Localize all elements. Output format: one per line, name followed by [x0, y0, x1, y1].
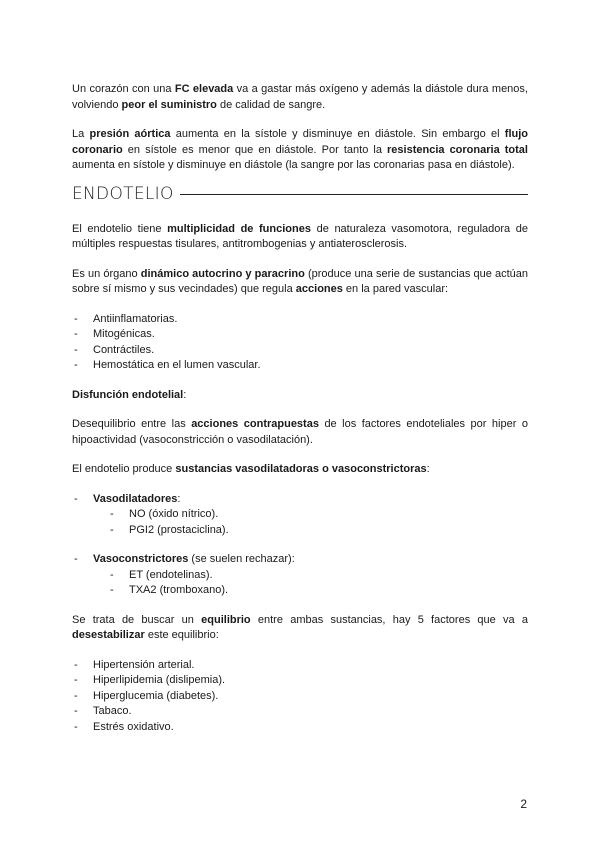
- paragraph-presion: La presión aórtica aumenta en la sístole y disminuye en diástole. Sin embargo el flujo coronario en sístole es menor que en diástole. Por tanto la resistencia coronaria total aumenta en sístole y disminuye en diástole (la sangre por las coronarias pasa en diástole).: [72, 128, 529, 171]
- paragraph-desequilibrio: Desequilibrio entre las acciones contrapuestas de los factores endoteliales por hiper o hipoactividad (vasoconstricción o vasodilatación).: [72, 418, 528, 446]
- paragraph-sustancias: El endotelio produce sustancias vasodilatadoras o vasoconstrictoras:: [72, 463, 430, 475]
- list-item: - TXA2 (tromboxano).: [72, 583, 528, 599]
- list-item-vasodilatadores: - Vasodilatadores: - NO (óxido nítrico). - PGI2 (prostaciclina).: [72, 492, 528, 539]
- vasodilatadores-list: [72, 492, 528, 539]
- list-item-vasoconstrictores: - Vasoconstrictores (se suelen rechazar): - ET (endotelinas). - TXA2 (tromboxano).: [72, 552, 528, 599]
- list-item: - Hipertensión arterial.: [72, 658, 528, 674]
- list-item: - Estrés oxidativo.: [72, 720, 528, 736]
- list-item: - Tabaco.: [72, 704, 528, 720]
- paragraph-fc: Un corazón con una FC elevada va a gastar más oxígeno y además la diástole dura menos, volviendo peor el suministro de calidad de sangre.: [72, 83, 528, 111]
- factores-list: [72, 658, 528, 736]
- list-item: - PGI2 (prostaciclina).: [72, 523, 528, 539]
- list-item: - Contráctiles.: [72, 343, 528, 359]
- list-item: - ET (endotelinas).: [72, 568, 528, 584]
- heading-title: ENDOTELIO: [72, 183, 174, 204]
- list-item: - Hemostática en el lumen vascular.: [72, 358, 528, 374]
- list-item: - Hiperglucemia (diabetes).: [72, 689, 528, 705]
- paragraph-endotelio: El endotelio tiene multiplicidad de funciones de naturaleza vasomotora, reguladora de múltiples respuestas tisulares, antitrombogenias y antiaterosclerosis.: [72, 222, 528, 250]
- paragraph-equilibrio: Se trata de buscar un equilibrio entre ambas sustancias, hay 5 factores que va a desestabilizar este equilibrio:: [72, 613, 528, 641]
- page-number: 2: [520, 797, 527, 811]
- vasoconstrictores-list: [72, 552, 528, 599]
- list-item: - Mitogénicas.: [72, 327, 528, 343]
- heading-rule: [180, 194, 528, 195]
- subheading-disfuncion: Disfunción endotelial:: [72, 388, 187, 401]
- page-content: [72, 82, 528, 735]
- acciones-list: [72, 312, 528, 374]
- list-item: - NO (óxido nítrico).: [72, 507, 528, 523]
- list-item: - Antiinflamatorias.: [72, 312, 528, 328]
- paragraph-organo: Es un órgano dinámico autocrino y paracrino (produce una serie de sustancias que actúan sobre sí mismo y sus vecindades) que regula acciones en la pared vascular:: [72, 267, 528, 295]
- section-heading: [72, 184, 528, 204]
- list-item: - Hiperlipidemia (dislipemia).: [72, 673, 528, 689]
